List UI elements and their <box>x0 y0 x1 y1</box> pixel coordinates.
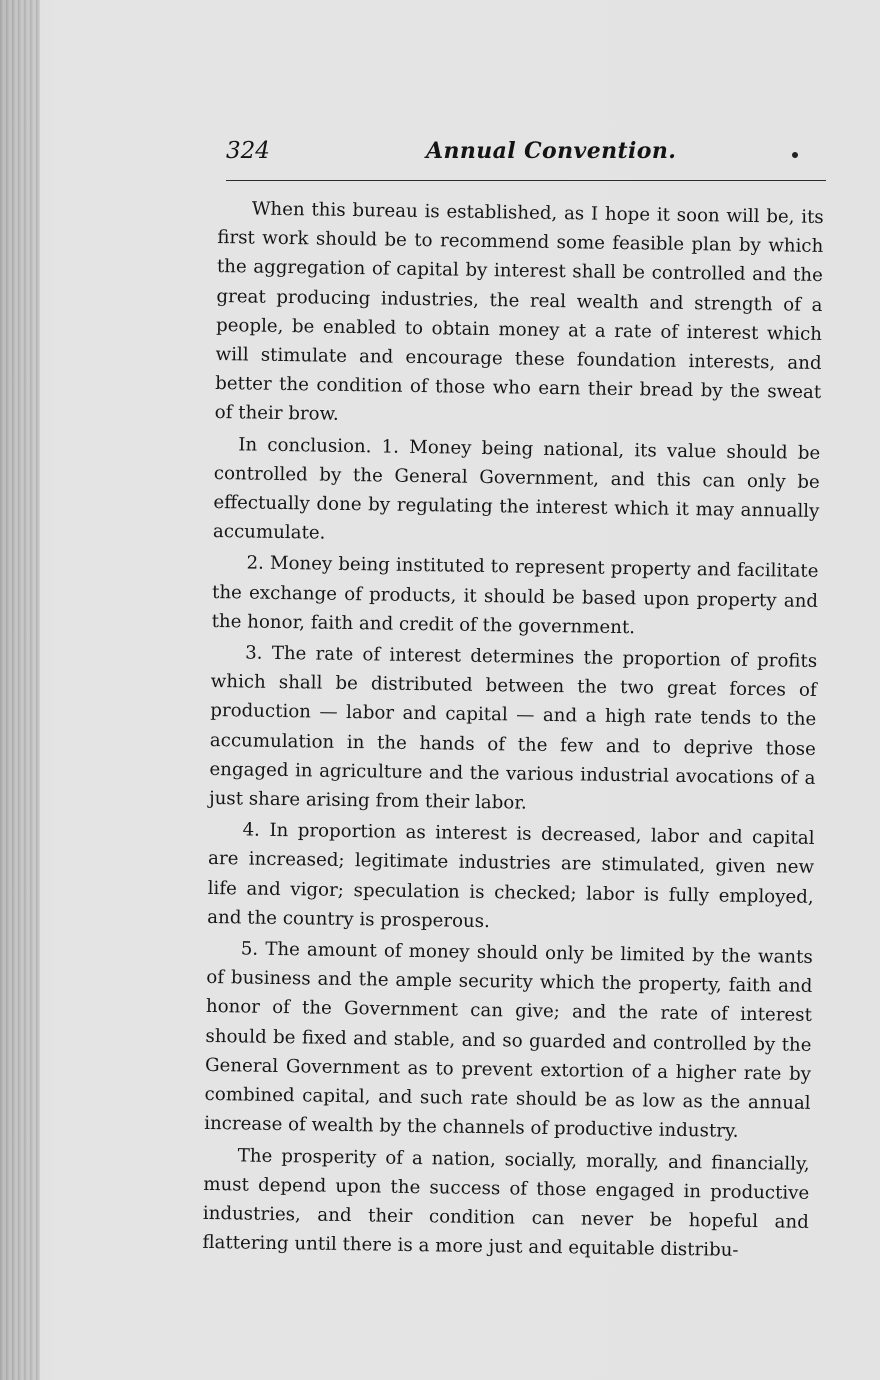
paragraph-point-5: 5. The amount of money should only be limited by the wants of business and the ample security which the property, faith and honor of the Government can give; and the rate of interest should be fixed and stable, and so guarded and controlled by the General Government as to prevent extortion of a higher rate by combined capital, and such rate should be as low as the annual increase of wealth by the channels of productive industry. <box>204 938 813 1143</box>
page-header <box>226 136 826 170</box>
header-rule <box>226 180 826 181</box>
paragraph-point-3: 3. The rate of interest determines the proportion of profits which shall be distributed between the two great forces of production — labor and capital — and a high rate tends to the accumulation in the hands of the few and to deprive those engaged in agriculture and the various industrial avocations of a just share arising from their labor. <box>208 642 818 814</box>
paragraph-prosperity: The prosperity of a nation, socially, morally, and financially, must depend upon the success of those engaged in productive industries, and their condition can never be hopeful and flattering until there is a more just and equitable distribu- <box>202 1144 810 1261</box>
paragraph-conclusion-1: In conclusion. 1. Money being national, its value should be controlled by the General Government, and this can only be effectually done by regulating the interest which it may annually accumulate. <box>212 433 821 544</box>
paragraph-bureau: When this bureau is established, as I hope it soon will be, its first work should be to recommend some feasible plan by which the aggregation of capital by interest shall be controlled and the great producing industries, the real wealth and strength of a people, be enabled to obtain money at a rate of interest which will stimulate and encourage these foundation interests, and better the condition of those who earn their bread by the sweat of their brow. <box>214 198 824 426</box>
body-text <box>202 194 824 1268</box>
book-binding-edge <box>0 0 40 1380</box>
paragraph-point-4: 4. In proportion as interest is decreased, labor and capital are increased; legitimate industries are stimulated, given new life and vigor; speculation is checked; labor is fully employed, and the country is prosperous. <box>207 819 815 932</box>
page-number: 324 <box>226 138 270 164</box>
running-head: Annual Convention. <box>426 138 677 164</box>
ink-dot <box>792 152 798 158</box>
paragraph-point-2: 2. Money being instituted to represent property and facilitate the exchange of products, it should be based upon property and the honor, faith and credit of the government. <box>211 552 819 639</box>
